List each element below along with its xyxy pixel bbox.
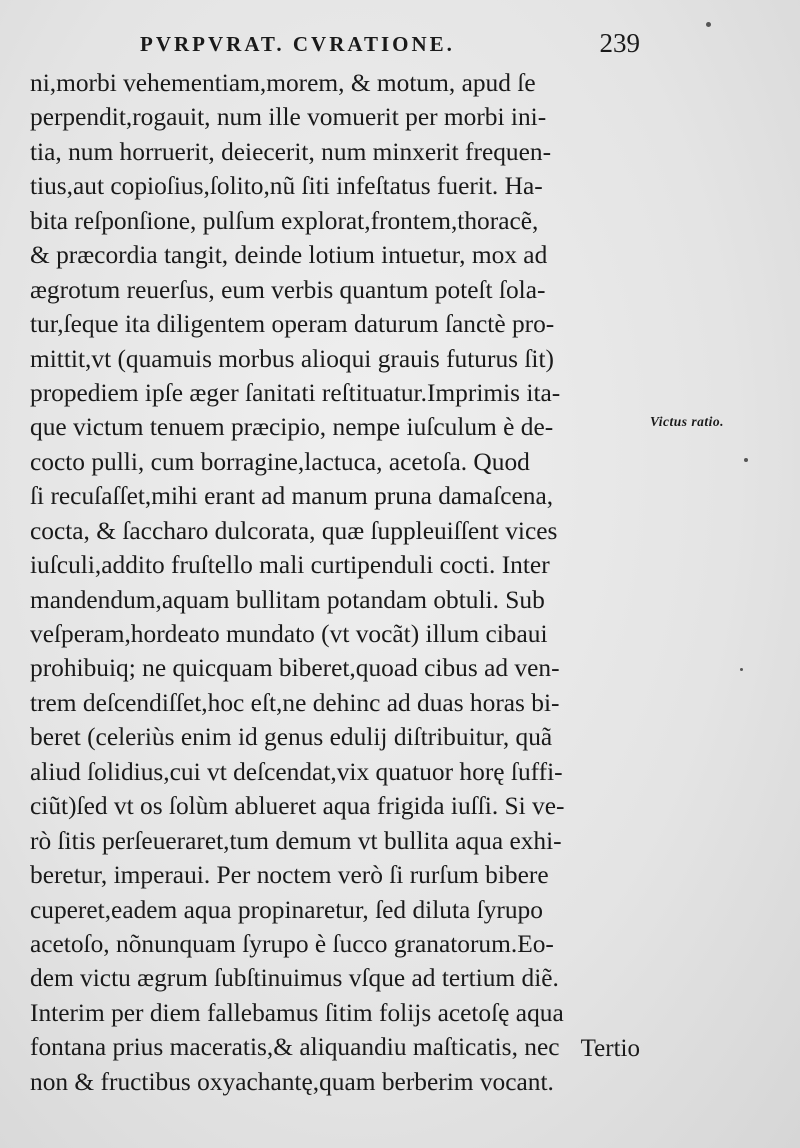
ink-speck <box>740 668 743 671</box>
ink-speck <box>706 22 711 27</box>
text-line: cuperet,eadem aqua propinaretur, ſed diluta ſyrupo <box>30 895 543 924</box>
text-line: cocta, & ſaccharo dulcorata, quæ ſuppleuiſſent vices <box>30 516 558 545</box>
text-line: propediem ipſe æger ſanitati reſtituatur.Imprimis ita- <box>30 378 561 407</box>
running-head <box>120 28 640 62</box>
text-line: non & fructibus oxyachantę,quam berberim vocant. <box>30 1067 554 1096</box>
text-line: trem deſcendiſſet,hoc eſt,ne dehinc ad duas horas bi- <box>30 688 560 717</box>
text-line: mandendum,aquam bullitam potandam obtuli. Sub <box>30 585 545 614</box>
text-line: tius,aut copioſius,ſolito,nũ ſiti infeſtatus fuerit. Ha- <box>30 172 543 201</box>
text-line: rò ſitis perſeueraret,tum demum vt bullita aqua exhi- <box>30 826 562 855</box>
text-line: cocto pulli, cum borragine,lactuca, acetoſa. Quod <box>30 447 530 476</box>
text-line: & præcordia tangit, deinde lotium intuetur, mox ad <box>30 241 548 270</box>
marginal-note: Victus ratio. <box>650 414 725 429</box>
text-line: iuſculi,addito fruſtello mali curtipenduli cocti. Inter <box>30 551 550 580</box>
text-line: ſi recuſaſſet,mihi erant ad manum pruna damaſcena, <box>30 482 554 511</box>
text-line: mittit,vt (quamuis morbus alioqui grauis futurus ſit) <box>30 344 554 373</box>
page-number: 239 <box>599 28 640 58</box>
text-line: ciũt)ſed vt os ſolùm ablueret aqua frigida iuſſi. Si ve- <box>30 792 565 821</box>
text-line: Interim per diem fallebamus ſitim folijs acetoſę aqua <box>30 998 564 1027</box>
catchword: Tertio <box>580 1035 640 1062</box>
text-line: beretur, imperaui. Per noctem verò ſi rurſum bibere <box>30 861 549 890</box>
text-line: prohibuiq; ne quicquam biberet,quoad cibus ad ven- <box>30 654 560 683</box>
text-line: ni,morbi vehementiam,morem, & motum, apud ſe <box>30 69 536 97</box>
text-line: bita reſponſione, pulſum explorat,frontem,thoracẽ, <box>30 206 539 235</box>
text-line: perpendit,rogauit, num ille vomuerit per morbi ini- <box>30 103 547 132</box>
text-line: que victum tenuem præcipio, nempe iuſculum è de- <box>30 413 554 442</box>
text-line: fontana prius maceratis,& aliquandiu maſticatis, nec <box>30 1033 560 1062</box>
text-line: beret (celeriùs enim id genus edulij diſtribuitur, quã <box>30 723 553 752</box>
body-text <box>30 66 645 1099</box>
text-line: acetoſo, nõnunquam ſyrupo è ſucco granatorum.Eo- <box>30 929 554 958</box>
text-line: dem victu ægrum ſubſtinuimus vſque ad tertium diẽ. <box>30 964 559 993</box>
text-line: ægrotum reuerſus, eum verbis quantum poteſt ſola- <box>30 275 546 304</box>
ink-speck <box>744 458 748 462</box>
text-line: tia, num horruerit, deiecerit, num minxerit frequen- <box>30 137 552 166</box>
text-line: tur,ſeque ita diligentem operam daturum ſanctè pro- <box>30 310 555 339</box>
text-line: veſperam,hordeato mundato (vt vocãt) illum cibaui <box>30 620 548 648</box>
running-head-title: PVRPVRAT. CVRATIONE. <box>140 32 455 56</box>
text-line: aliud ſolidius,cui vt deſcendat,vix quatuor horę ſuffi- <box>30 757 563 786</box>
